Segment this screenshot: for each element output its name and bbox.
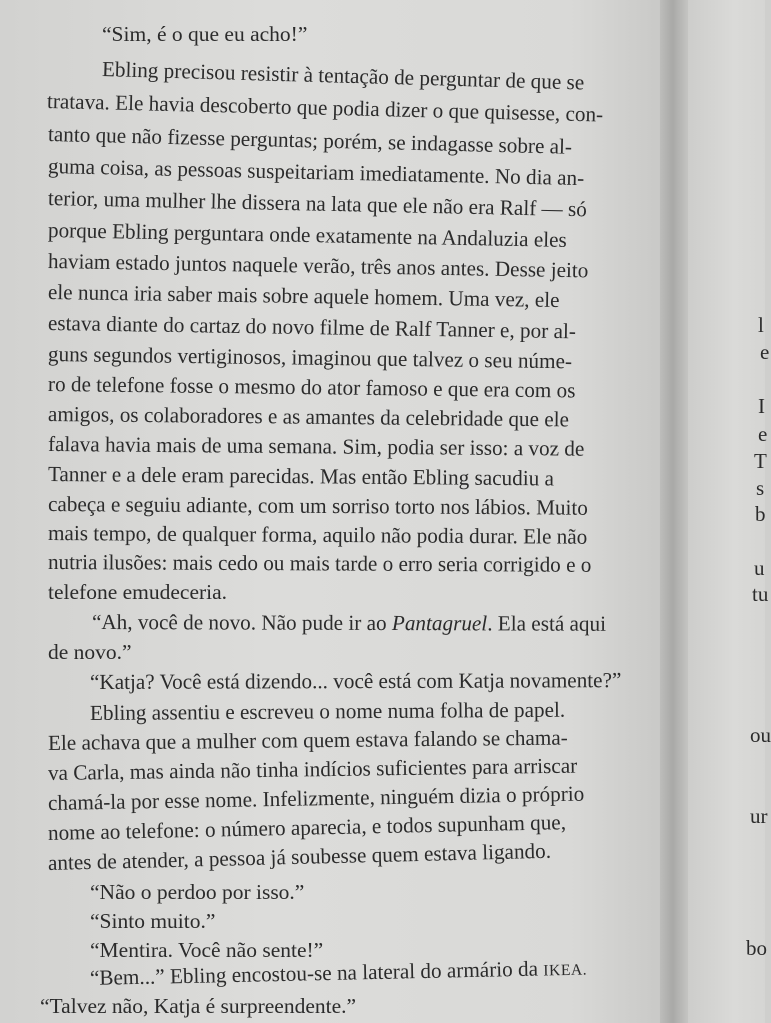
text-fragment: tu (752, 582, 769, 606)
text-line: “Ah, você de novo. Não pude ir ao Pantagruel. Ela está aqui (91, 610, 607, 636)
text-line: haviam estado juntos naquele verão, três anos antes. Desse jeito (47, 249, 589, 283)
text-line: porque Ebling perguntara onde exatamente na Andaluzia eles (47, 218, 567, 252)
text-line: “Talvez não, Katja é surpreendente.” (40, 994, 357, 1018)
text-fragment: e (760, 340, 770, 364)
text-line: ele nunca iria saber mais sobre aquele homem. Uma vez, ele (47, 280, 560, 313)
text-line: falava havia mais de uma semana. Sim, podia ser isso: a voz de (47, 432, 585, 461)
text-fragment: bo (746, 936, 767, 960)
text-line: tanto que não fizesse perguntas; porém, se indagasse sobre al- (47, 122, 573, 159)
text-fragment: b (755, 502, 766, 526)
text-line: Ebling assentiu e escreveu o nome numa folha de papel. (89, 697, 566, 725)
text-line: “Sim, é o que eu acho!” (102, 22, 308, 46)
text-line: cabeça e seguiu adiante, com um sorriso torto nos lábios. Muito (47, 492, 588, 520)
text-line: guns segundos vertiginosos, imaginou que talvez o seu núme- (47, 342, 573, 374)
text-line: antes de atender, a pessoa já soubesse quem estava ligando. (47, 838, 552, 875)
text-line: nome ao telefone: o número aparecia, e todos supunham que, (47, 810, 567, 845)
text-line: nutria ilusões: mais cedo ou mais tarde o erro seria corrigido e o (47, 550, 592, 577)
text-line: Ele achava que a mulher com quem estava falando se chama- (47, 725, 568, 755)
text-line: terior, uma mulher lhe dissera na lata que ele não era Ralf — só (47, 186, 588, 222)
text-line: telefone emudeceria. (48, 580, 228, 604)
text-fragment: s (756, 476, 765, 500)
book-gutter (660, 0, 688, 1023)
text-line: va Carla, mas ainda não tinha indícios suficientes para arriscar (47, 753, 578, 785)
text-line: “Mentira. Você não sente!” (90, 938, 324, 962)
brand-name: IKEA. (543, 961, 588, 980)
text-line: “Não o perdoo por isso.” (90, 880, 305, 904)
text-line: amigos, os colaboradores e as amantes da celebridade que ele (47, 402, 570, 432)
text-line: “Katja? Você está dizendo... você está com Katja novamente?” (89, 668, 622, 694)
text-fragment: ou (750, 723, 771, 747)
text-fragment: e (758, 422, 768, 446)
text-line: guma coisa, as pessoas suspeitariam imediatamente. No dia an- (47, 154, 585, 191)
text-line: “Sinto muito.” (90, 909, 216, 933)
text-fragment: ur (750, 804, 768, 828)
text-line: chamá-la por esse nome. Infelizmente, ninguém dizia o próprio (47, 781, 585, 815)
text-line: Ebling precisou resistir à tentação de perguntar de que se (101, 57, 585, 95)
text-line: tratava. Ele havia descoberto que podia dizer o que quisesse, con- (46, 89, 604, 127)
text-fragment: u (754, 556, 765, 580)
text-fragment: I (758, 394, 765, 418)
restaurant-name: Pantagruel (391, 611, 488, 636)
text-fragment: l (758, 313, 764, 337)
text-line: estava diante do cartaz do novo filme de Ralf Tanner e, por al- (47, 311, 577, 344)
text-line: ro de telefone fosse o mesmo do ator famoso e que era com os (47, 372, 576, 403)
text-line: Tanner e a dele eram parecidas. Mas então Ebling sacudiu a (47, 462, 555, 491)
text-line: mais tempo, de qualquer forma, aquilo não podia durar. Ele não (47, 521, 588, 549)
right-page (688, 0, 771, 1023)
text-line: “Bem...” Ebling encostou-se na lateral do armário da IKEA. (89, 956, 588, 990)
text-fragment: T (754, 449, 767, 473)
text-line: de novo.” (48, 640, 132, 664)
